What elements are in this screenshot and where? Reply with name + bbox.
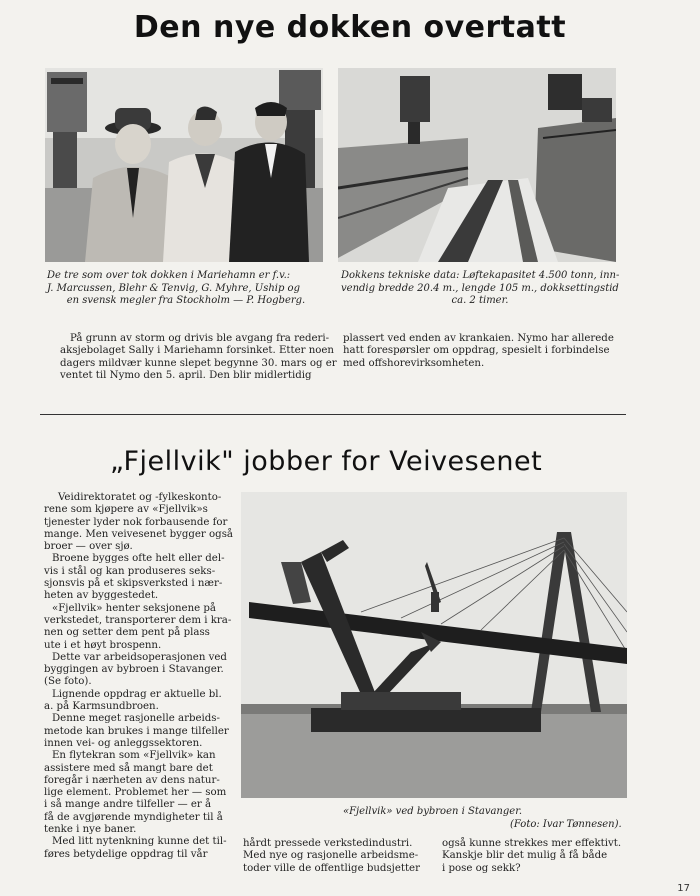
body-line: byggingen av bybroen i Stavanger.: [44, 664, 224, 676]
caption-line: Dokkens tekniske data: Løftekapasitet 4.500 tonn, inn-: [341, 270, 620, 281]
body-line: ventet til Nymo den 5. april. Den blir midlertidig: [60, 369, 312, 381]
body-line: metode kan brukes i mange tilfeller: [44, 725, 229, 737]
caption-line: vendig bredde 20.4 m., lengde 105 m., dokksettingstid: [341, 282, 619, 294]
body-line: ute i et høyt brospenn.: [44, 639, 162, 651]
section-divider: [40, 414, 626, 415]
body-line: også kunne strekkes mer effektivt.: [442, 838, 622, 849]
body-line: i så mange andre tilfeller — er å: [44, 799, 212, 811]
page-number: 17: [677, 883, 690, 894]
body-line: broer — over sjø.: [44, 541, 133, 553]
caption-line: J. Marcussen, Blehr & Tenvig, G. Myhre, Uship og: [47, 282, 300, 294]
body-line: a. på Karmsundbroen.: [44, 701, 159, 713]
body-line: tenke i nye baner.: [44, 824, 137, 836]
body-line: heten av byggestedet.: [44, 590, 159, 602]
body-line: plassert ved enden av krankaien. Nymo har allerede: [343, 333, 614, 344]
crane-photo-credit: (Foto: Ivar Tønnesen).: [510, 819, 622, 830]
body-line: vis i stål og kan produseres seks-: [44, 565, 216, 577]
article2-column-left: [44, 492, 234, 861]
body-line: Med litt nytenkning kunne det til-: [52, 836, 227, 848]
body-line: Veidirektoratet og -fylkeskonto-: [58, 492, 222, 503]
photo-crane-bridge: [241, 492, 627, 798]
body-line: mange. Men veivesenet bygger også: [44, 528, 234, 540]
body-line: En flytekran som «Fjellvik» kan: [52, 750, 216, 762]
crane-photo-caption: «Fjellvik» ved bybroen i Stavanger.: [343, 806, 523, 817]
body-line: føres betydelige oppdrag til vår: [44, 848, 208, 860]
body-line: verkstedet, transporterer dem i kra-: [44, 614, 232, 626]
body-line: nen og setter dem pent på plass: [44, 627, 210, 639]
article2-column-mid: [243, 838, 433, 875]
body-line: toder ville de offentlige budsjetter: [243, 862, 420, 874]
body-line: «Fjellvik» henter seksjonene på: [52, 602, 217, 614]
body-line: dagers mildvær kunne slepet begynne 30. mars og er: [60, 357, 337, 369]
body-line: Dette var arbeidsoperasjonen ved: [52, 651, 227, 663]
caption-line: en svensk megler fra Stockholm — P. Hogberg.: [66, 295, 306, 306]
body-line: tjenester lyder nok forbausende for: [44, 516, 228, 528]
body-line: hårdt pressede verkstedindustri.: [243, 838, 413, 849]
body-line: sjonsvis på et skipsverksted i nær-: [44, 578, 223, 590]
body-line: Denne meget rasjonelle arbeids-: [52, 713, 220, 725]
article1-title: Den nye dokken overtatt: [133, 10, 567, 45]
body-line: assistere med så mangt bare det: [44, 762, 213, 774]
photo-dock: [338, 68, 616, 262]
article1-body-right: [343, 333, 623, 370]
body-line: innen vei- og anleggssektoren.: [44, 737, 203, 749]
body-line: Broene bygges ofte helt eller del-: [52, 553, 225, 565]
photo-right-caption: [341, 270, 619, 308]
article2-column-right: [442, 838, 632, 875]
body-line: Lignende oppdrag er aktuelle bl.: [52, 688, 222, 700]
body-line: Med nye og rasjonelle arbeidsme-: [243, 850, 419, 862]
body-line: få de avgjørende myndigheter til å: [44, 811, 223, 823]
body-line: hatt forespørsler om oppdrag, spesielt i forbindelse: [343, 345, 610, 357]
body-line: rene som kjøpere av «Fjellvik»s: [44, 504, 208, 516]
body-line: Kanskje blir det mulig å få både: [442, 850, 608, 862]
body-line: lige element. Problemet her — som: [44, 787, 227, 799]
body-line: med offshorevirksomheten.: [343, 357, 485, 369]
photo-three-men: [45, 68, 323, 262]
body-line: (Se foto).: [44, 676, 92, 688]
photo-left-caption: [47, 270, 325, 308]
body-line: På grunn av storm og drivis ble avgang fra rederi-: [70, 333, 330, 344]
body-line: foregår i nærheten av dens natur-: [44, 774, 220, 786]
body-line: i pose og sekk?: [442, 862, 521, 874]
caption-line: De tre som over tok dokken i Mariehamn er f.v.:: [47, 270, 291, 281]
body-line: aksjebolaget Sally i Mariehamn forsinket. Etter noen: [60, 345, 334, 357]
article1-body-left: [60, 333, 337, 382]
caption-line: ca. 2 timer.: [451, 295, 509, 306]
article2-title: „Fjellvik" jobber for Veivesenet: [110, 446, 543, 477]
